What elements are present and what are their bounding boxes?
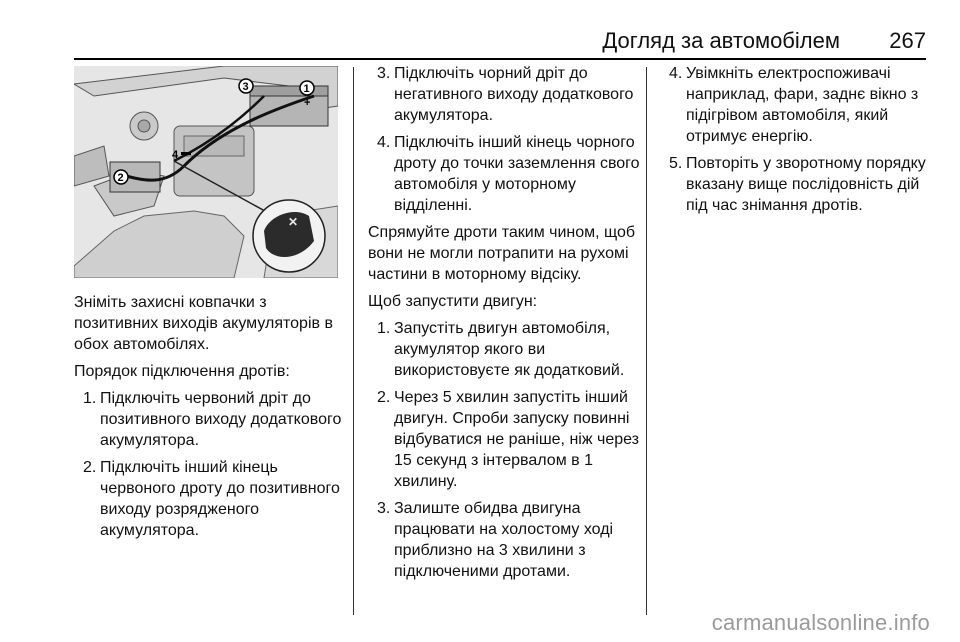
- list-item: 1. Підключіть червоний дріт до позитивного виходу додаткового акумулятора.: [83, 390, 342, 449]
- plus-terminal-mark: +: [304, 97, 311, 109]
- column-2: [368, 63, 640, 588]
- column-divider: [353, 67, 354, 615]
- page-number: 267: [889, 28, 926, 53]
- order-heading: Порядок підключення дротів:: [74, 363, 290, 380]
- callout-1: 1: [303, 83, 310, 95]
- list-item: 2. Через 5 хвилин запустіть інший двигун. Спроби запуску повинні відбуватися не раніше, ніж через 15 секунд з інтервалом в 1 хвилину.: [377, 389, 639, 490]
- page-title: Догляд за автомобілем: [602, 28, 840, 53]
- callout-3: 3: [242, 81, 249, 93]
- header-rule: [74, 58, 926, 60]
- list-item: 3. Залиште обидва двигуна працювати на холостому ході приблизно на 3 хвилини з підключеними дротами.: [377, 500, 614, 580]
- svg-text:✕: ✕: [288, 215, 299, 229]
- connection-steps-list-continued: [368, 63, 640, 216]
- column-divider: [646, 67, 647, 615]
- callout-4: 4: [172, 149, 179, 161]
- after-start-steps-list: [660, 63, 930, 216]
- list-item: 4. Підключіть інший кінець чорного дроту до точки заземлення свого автомобіля у моторному відділенні.: [377, 134, 640, 214]
- watermark: carmanualsonline.info: [711, 610, 930, 635]
- start-steps-list: [368, 318, 640, 582]
- list-item: 3. Підключіть чорний дріт до негативного виходу додаткового акумулятора.: [377, 65, 634, 124]
- list-item: 2. Підключіть інший кінець червоного дроту до позитивного виходу розрядженого акумулятора.: [83, 459, 340, 539]
- list-item: 5. Повторіть у зворотному порядку вказану вище послідовність дій під час знімання дротів.: [669, 155, 926, 214]
- list-item: 1. Запустіть двигун автомобіля, акумулятор якого ви використовуєте як додатковий.: [377, 320, 625, 379]
- callout-2: 2: [117, 172, 124, 184]
- column-1: [74, 292, 342, 547]
- page-header: [0, 0, 960, 60]
- list-item: 4. Увімкніть електроспоживачі наприклад, фари, заднє вікно з підігрівом автомобіля, який отримує енергію.: [669, 65, 919, 145]
- connection-steps-list: [74, 388, 342, 541]
- intro-paragraph: Зніміть захисні ковпачки з позитивних виходів акумуляторів в обох автомобілях.: [74, 294, 333, 353]
- start-heading: Щоб запустити двигун:: [368, 293, 538, 310]
- column-3: [660, 63, 930, 222]
- routing-note: Спрямуйте дроти таким чином, щоб вони не могли потрапити на рухомі частини в моторному відсіку.: [368, 224, 636, 283]
- engine-bay-drawing: [74, 66, 338, 278]
- jump-start-illustration: [74, 66, 338, 278]
